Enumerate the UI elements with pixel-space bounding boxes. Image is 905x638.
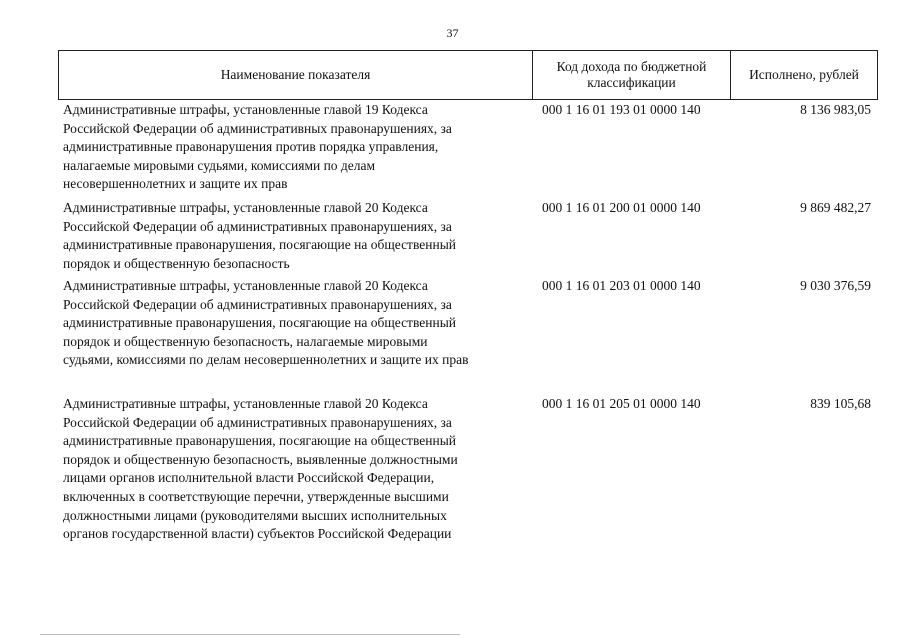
row-name-line: Административные штрафы, установленные главой 19 Кодекса [63, 102, 428, 117]
row-name [58, 199, 532, 277]
row-name-line: налагаемые мировыми судьями, комиссиями по делам [63, 157, 376, 173]
row-name-line: включенных в соответствующие перечни, утвержденные высшими [63, 488, 449, 504]
row-name-line: административные правонарушения, посягающие на общественный [63, 237, 456, 253]
row-name-line: административные правонарушения против порядка управления, [63, 139, 439, 155]
row-name-line: Административные штрафы, установленные главой 20 Кодекса [63, 396, 428, 411]
row-amount: 839 105,68 [810, 396, 871, 411]
row-code: 000 1 16 01 205 01 0000 140 [542, 396, 701, 411]
row-name-line: Административные штрафы, установленные главой 20 Кодекса [63, 278, 428, 293]
row-name-line: Административные штрафы, установленные главой 20 Кодекса [63, 200, 428, 215]
row-name-line: несовершеннолетних и защите их прав [63, 176, 288, 192]
header-amount: Исполнено, рублей [749, 67, 859, 82]
row-name-line: Российской Федерации об административных правонарушениях, за [63, 296, 452, 312]
row-name-line: порядок и общественную безопасность, налагаемые мировыми [63, 333, 428, 349]
header-code [533, 51, 731, 99]
row-code: 000 1 16 01 203 01 0000 140 [542, 278, 701, 293]
row-name-line: административные правонарушения, посягающие на общественный [63, 433, 456, 449]
table-row [58, 199, 878, 277]
row-name-line: органов государственной власти) субъектов Российской Федерации [63, 526, 452, 542]
row-code: 000 1 16 01 200 01 0000 140 [542, 200, 701, 215]
row-name-line: административные правонарушения, посягающие на общественный [63, 315, 456, 331]
table-header [58, 50, 878, 100]
revenue-table [58, 50, 878, 555]
row-name [58, 277, 532, 395]
row-name-line: Российской Федерации об административных правонарушениях, за [63, 218, 452, 234]
row-name-line: судьями, комиссиями по делам несовершеннолетних и защите их прав [63, 352, 469, 368]
table-row [58, 277, 878, 395]
row-amount: 9 869 482,27 [800, 200, 871, 215]
row-amount: 9 030 376,59 [800, 278, 871, 293]
row-name-line: Российской Федерации об административных правонарушениях, за [63, 414, 452, 430]
scan-artifact-line [40, 634, 460, 635]
row-amount: 8 136 983,05 [800, 102, 871, 117]
row-name [58, 395, 532, 555]
row-name-line: порядок и общественную безопасность [63, 255, 290, 271]
page-number: 37 [446, 26, 459, 40]
row-name-line: должностными лицами (руководителями высших исполнительных [63, 507, 447, 523]
header-code-line1: Код дохода по бюджетной [556, 59, 707, 74]
row-name [58, 101, 532, 199]
row-name-line: лицами органов исполнительной власти Российской Федерации, [63, 470, 435, 486]
table-row [58, 101, 878, 199]
row-name-line: Российской Федерации об административных правонарушениях, за [63, 120, 452, 136]
header-name: Наименование показателя [59, 51, 533, 99]
table-row [58, 395, 878, 555]
header-code-line2: классификации [587, 75, 676, 90]
row-name-line: порядок и общественную безопасность, выявленные должностными [63, 451, 458, 467]
row-code: 000 1 16 01 193 01 0000 140 [542, 102, 701, 117]
